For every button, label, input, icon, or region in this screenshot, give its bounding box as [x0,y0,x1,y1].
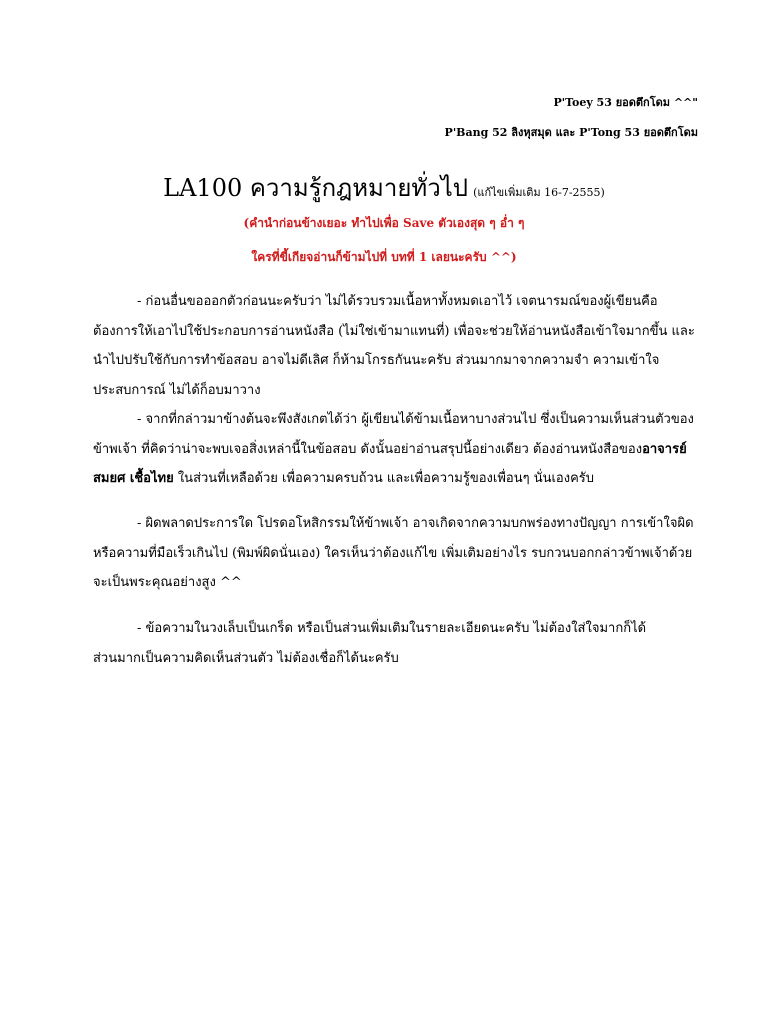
title-main: LA100 ความรู้กฎหมายทั่วไป [163,174,469,202]
notice-line-1: (คำนำก่อนข้างเยอะ ทำไปเพื่อ Save ตัวเองสุด ๆ อ่ำ ๆ [243,216,525,230]
paragraph-intro [93,287,703,494]
paragraph-line: ต้องการให้เอาไปใช้ประกอบการอ่านหนังสือ (ไม่ใช่เข้ามาแทนที่) เพื่อจะช่วยให้อ่านหนังสือเข้าใจมากขึ้น และ [93,323,695,339]
paragraph-brackets-note [93,614,703,673]
paragraph-line: - ผิดพลาดประการใด โปรดอโหสิกรรมให้ข้าพเจ้า อาจเกิดจากความบกพร่องทางปัญญา การเข้าใจผิด [137,516,694,531]
paragraph-line: - จากที่กล่าวมาข้างต้นจะพึงสังเกตได้ว่า ผู้เขียนได้ข้ามเนื้อหาบางส่วนไป ซึ่งเป็นความเห็นส่วนตัวของ [137,412,694,427]
author-credit-2: P'Bang 52 ลิงหุสมุด และ P'Tong 53 ยอดตึกโดม [444,126,698,139]
paragraph-text: ในส่วนที่เหลือด้วย เพื่อความครบถ้วน และเพื่อความรู้ของเพื่อนๆ นั่นเองครับ [173,471,595,486]
author-name-bold: สมยศ เชื้อไทย [93,471,174,486]
paragraph-line: ประสบการณ์ ไม่ได้ก็อบมาวาง [93,382,261,398]
paragraph-text: ข้าพเจ้า ที่คิดว่าน่าจะพบเจอสิ่งเหล่านี้ในข้อสอบ ดังนั้นอย่าอ่านสรุปนี้อย่างเดียว ต้องอ่านหนังสือของ [93,441,643,457]
paragraph-line: จะเป็นพระคุณอย่างสูง ^^ [93,575,242,590]
paragraph-line: นำไปปรับใช้กับการทำข้อสอบ อาจไม่ดีเลิศ ก็ห้ามโกรธกันนะครับ ส่วนมากมาจากความจำ ความเข้าใจ [93,353,660,368]
paragraph-line [93,435,703,465]
paragraph-line: หรือความที่มือเร็วเกินไป (พิมพ์ผิดนั่นเอง) ใครเห็นว่าต้องแก้ไข เพิ่มเติมอย่างไร รบกวนบอกกล่าวข้าพเจ้าด้วย [93,545,693,561]
paragraph-line: - ข้อความในวงเล็บเป็นเกร็ด หรือเป็นส่วนเพิ่มเติมในรายละเอียดนะครับ ไม่ต้องใส่ใจมากก็ได้ [137,621,647,636]
paragraph-errata [93,509,703,598]
paragraph-line [93,464,703,494]
paragraph-line: ส่วนมากเป็นความคิดเห็นส่วนตัว ไม่ต้องเชื่อก็ได้นะครับ [93,650,399,666]
notice-line-2: ใครที่ขี้เกียจอ่านก็ข้ามไปที่ บทที่ 1 เลยนะครับ ^^) [251,250,517,264]
document-title [0,168,768,207]
author-name-bold: อาจารย์ [642,441,687,457]
paragraph-line: - ก่อนอื่นขอออกตัวก่อนนะครับว่า ไม่ได้รวบรวมเนื้อหาทั้งหมดเอาไว้ เจตนารมณ์ของผู้เขียนคือ [137,294,658,309]
author-credit-1: P'Toey 53 ยอดตึกโดม ^^" [553,96,698,109]
title-revision-note: (แก้ไขเพิ่มเติม 16-7-2555) [473,186,605,199]
